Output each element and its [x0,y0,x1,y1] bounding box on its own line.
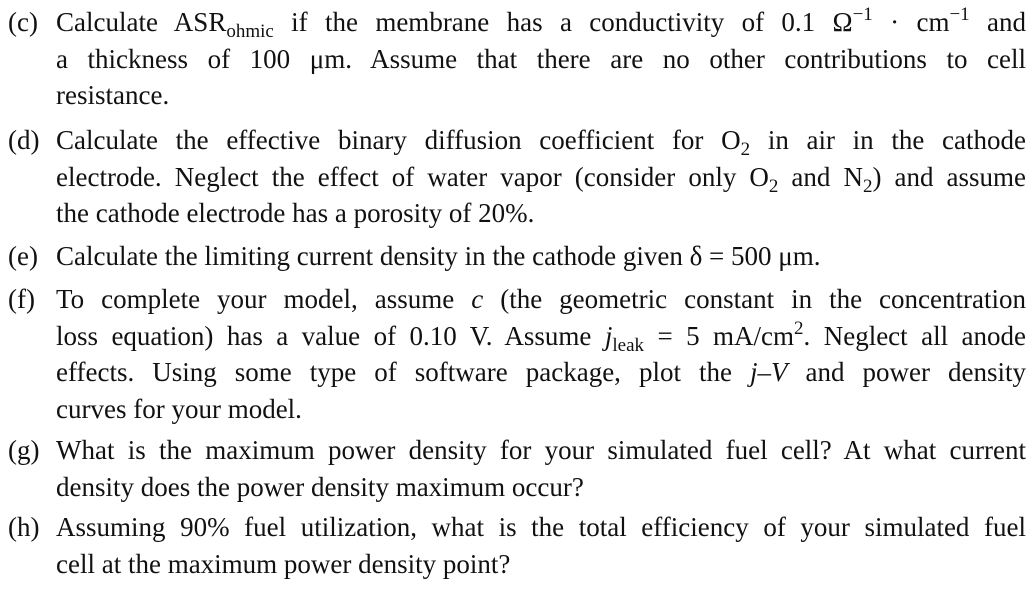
text-run: Calculate the effective binary diffusion coefficient for O [56,125,741,155]
superscript: 2 [794,317,804,339]
question-label: (g) [8,435,40,465]
text-run: cell at the maximum power density point? [56,548,511,579]
question-c [0,4,1026,114]
italic-symbol: V [770,357,788,387]
question-label: (d) [8,125,40,155]
question-text [56,281,1026,427]
text-run: To complete your model, assume [56,284,472,314]
question-h [0,509,1026,582]
text-line [56,77,1026,114]
question-text [56,122,1026,232]
text-run: a thickness of 100 μm. Assume that there are no other contributions to cell [56,43,1026,74]
text-run: – [757,357,771,387]
italic-symbol: c [471,284,484,314]
text-run: curves for your model. [56,393,302,424]
text-run: in air in the cathode [750,125,1027,155]
text-line [56,432,1026,469]
text-run: electrode. Neglect the effect of water vapor (consider only O [56,161,769,192]
text-run: Assuming 90% fuel utilization, what is the total efficiency of your simulated fuel [56,512,1026,542]
question-f [0,281,1026,427]
text-run: loss equation) has a value of 0.10 V. Assume [56,320,605,351]
text-run: density does the power density maximum occur? [56,471,584,502]
text-line [56,354,1026,391]
question-text [56,4,1026,114]
italic-symbol: j [604,320,613,351]
text-line [56,546,1026,583]
subscript: 2 [862,175,873,197]
text-line [56,238,1026,275]
subscript: 2 [768,175,779,197]
text-run: resistance. [56,80,170,110]
subscript: leak [612,334,645,356]
question-label: (e) [8,241,38,271]
text-line [56,4,1026,41]
text-run: Calculate the limiting current density in the cathode given δ = 500 μm. [56,241,821,271]
text-line [56,41,1026,78]
text-line [56,469,1026,506]
text-line [56,509,1026,546]
text-line [56,159,1026,196]
text-run: the cathode electrode has a porosity of 20%. [56,198,535,228]
text-line [56,281,1026,318]
text-line [56,391,1026,428]
text-run: · cm [872,7,950,37]
question-g [0,432,1026,505]
text-run: and N [778,161,863,192]
text-run: ) and assume [872,161,1027,192]
text-run: and power density [787,357,1026,387]
text-run: and [969,7,1027,37]
text-run: effects. Using some type of software package, plot the [56,357,750,387]
text-run: if the membrane has a conductivity of 0.1 Ω [273,7,853,37]
italic-symbol: j [749,357,758,387]
question-text [56,509,1026,582]
subscript: 2 [740,139,751,160]
text-line [56,122,1026,159]
text-line [56,318,1026,355]
question-text [56,432,1026,505]
text-run: (the geometric constant in the concentration [483,284,1026,314]
superscript: −1 [949,4,970,25]
text-run: . Neglect all anode [803,320,1026,351]
question-label: (f) [8,284,35,314]
text-run: What is the maximum power density for your simulated fuel cell? At what current [56,435,1026,465]
question-label: (h) [8,512,40,542]
question-e [0,238,1026,275]
text-line [56,195,1026,232]
text-run: Calculate ASR [56,7,227,37]
text-run: = 5 mA/cm [644,320,795,351]
superscript: −1 [852,4,873,25]
subscript: ohmic [226,21,274,42]
question-label: (c) [8,7,38,37]
question-d [0,122,1026,232]
question-text [56,238,1026,275]
